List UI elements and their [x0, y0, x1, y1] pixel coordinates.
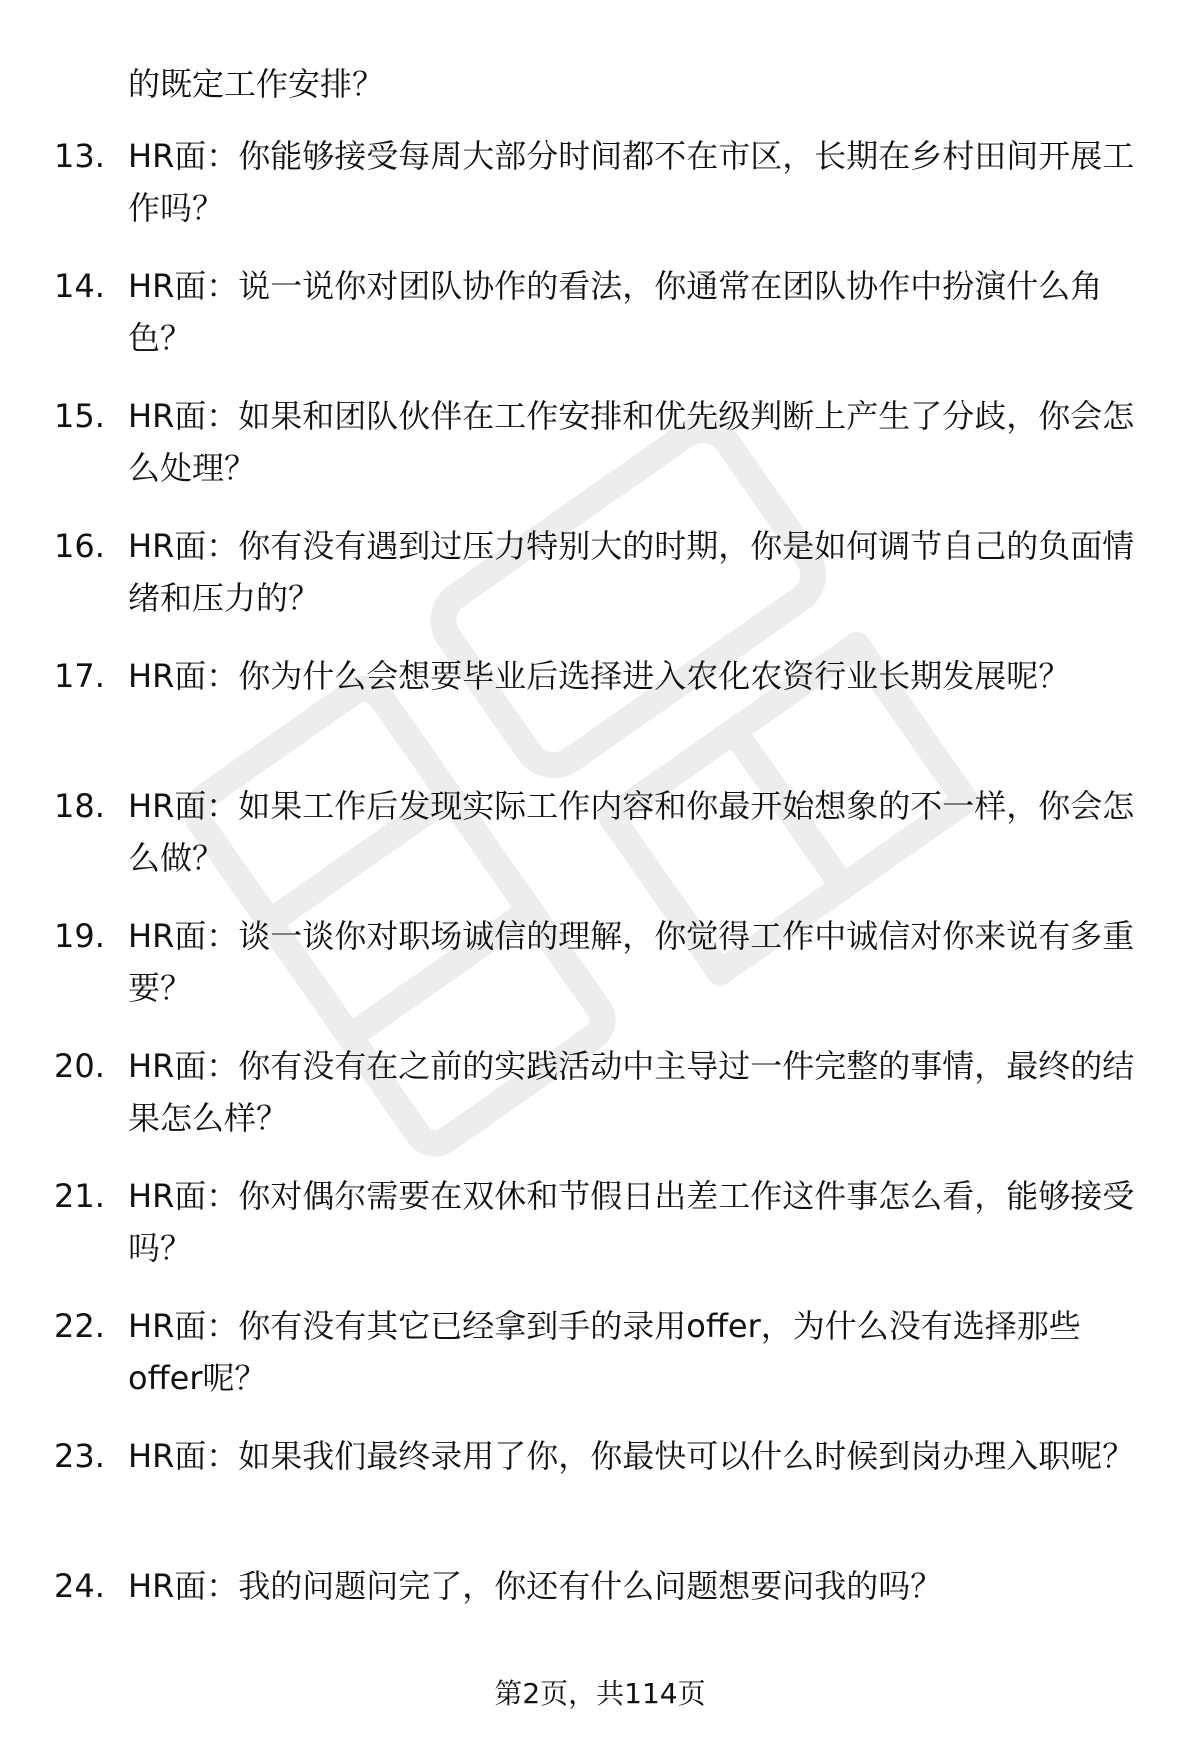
question-number: 23. — [54, 1437, 105, 1475]
question-number: 15. — [54, 397, 105, 435]
question-number: 21. — [54, 1177, 105, 1215]
question-number: 20. — [54, 1047, 105, 1085]
question-number: 14. — [54, 267, 105, 305]
question-text: HR面：你对偶尔需要在双休和节假日出差工作这件事怎么看，能够接受吗？ — [128, 1177, 1135, 1267]
question-text: HR面：你能够接受每周大部分时间都不在市区，长期在乡村田间开展工作吗？ — [128, 137, 1135, 227]
question-number: 24. — [54, 1567, 105, 1605]
question-text: HR面：你为什么会想要毕业后选择进入农化农资行业长期发展呢？ — [128, 657, 1071, 695]
question-number: 13. — [54, 137, 105, 175]
question-text: HR面：谈一谈你对职场诚信的理解，你觉得工作中诚信对你来说有多重要？ — [128, 917, 1135, 1007]
question-text: HR面：如果工作后发现实际工作内容和你最开始想象的不一样，你会怎么做？ — [128, 787, 1135, 877]
question-number: 16. — [54, 527, 105, 565]
question-text: HR面：你有没有其它已经拿到手的录用offer，为什么没有选择那些offer呢？ — [128, 1307, 1081, 1397]
question-text: HR面：你有没有遇到过压力特别大的时期，你是如何调节自己的负面情绪和压力的？ — [128, 527, 1135, 617]
question-number: 18. — [54, 787, 105, 825]
question-number: 17. — [54, 657, 105, 695]
question-text: HR面：如果我们最终录用了你，你最快可以什么时候到岗办理入职呢？ — [128, 1437, 1135, 1475]
page-footer: 第2页，共114页 — [494, 1677, 706, 1710]
question-text: HR面：你有没有在之前的实践活动中主导过一件完整的事情，最终的结果怎么样？ — [128, 1047, 1135, 1137]
question-text: HR面：我的问题问完了，你还有什么问题想要问我的吗？ — [128, 1567, 943, 1605]
question-number: 19. — [54, 917, 105, 955]
question-text: HR面：说一说你对团队协作的看法，你通常在团队协作中扮演什么角色？ — [128, 267, 1103, 357]
question-text: HR面：如果和团队伙伴在工作安排和优先级判断上产生了分歧，你会怎么处理？ — [128, 397, 1135, 487]
continuation-text: 的既定工作安排？ — [128, 65, 385, 103]
question-number: 22. — [54, 1307, 105, 1345]
